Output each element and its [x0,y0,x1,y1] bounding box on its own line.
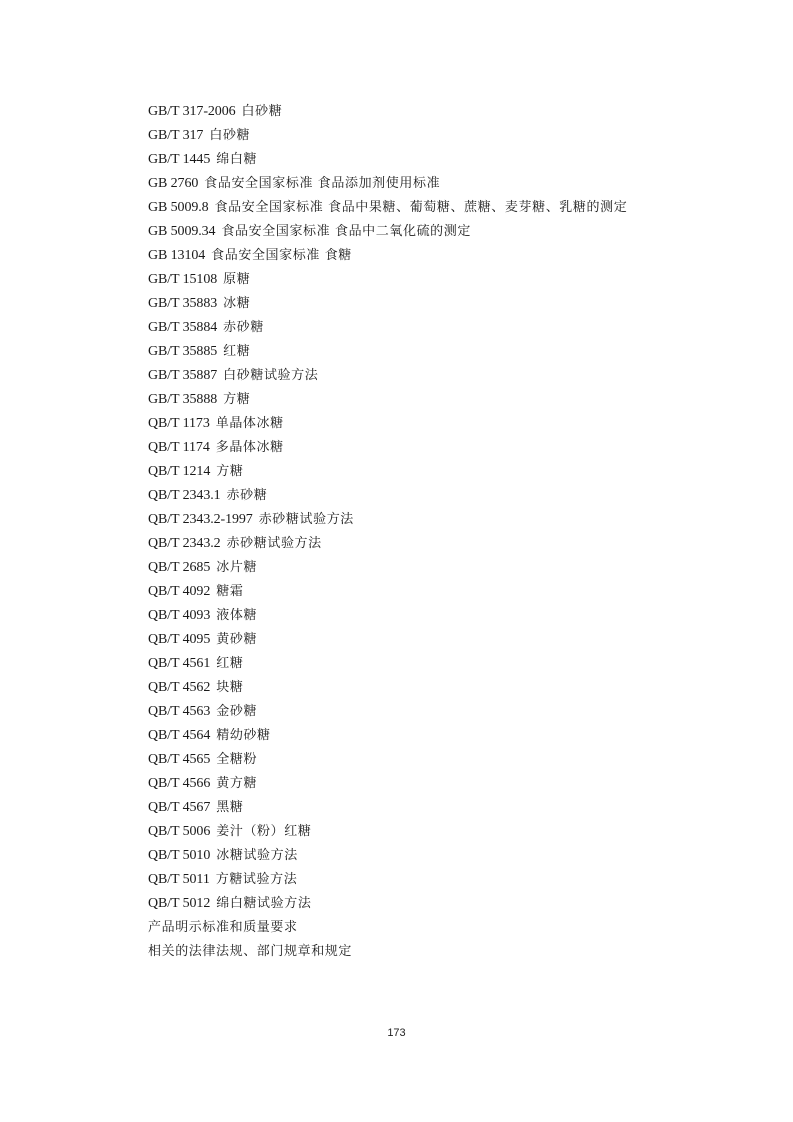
reference-item [148,795,627,819]
reference-item [148,891,627,915]
standard-title: 产品明示标准和质量要求 [148,920,298,935]
standard-title: 赤砂糖试验方法 [226,536,322,551]
reference-item [148,411,627,435]
standard-code: QB/T 2685 [148,560,211,575]
standard-title: 黄砂糖 [216,632,258,647]
standard-code: QB/T 4561 [148,656,211,671]
standard-code: QB/T 2343.2 [148,536,221,551]
standard-title: 黑糖 [216,800,244,815]
standard-title: 红糖 [216,656,244,671]
reference-item [148,171,627,195]
standard-code: GB 5009.8 [148,200,209,215]
standard-title: 冰糖 [223,296,251,311]
standard-title: 原糖 [223,272,251,287]
standard-code: QB/T 5006 [148,824,211,839]
standard-title: 白砂糖试验方法 [223,368,319,383]
standard-code: QB/T 4563 [148,704,211,719]
reference-item [148,195,627,219]
standard-title: 块糖 [216,680,244,695]
standard-code: QB/T 2343.1 [148,488,221,503]
reference-item [148,459,627,483]
standard-code: QB/T 4564 [148,728,211,743]
reference-item [148,291,627,315]
standard-code: GB/T 317 [148,128,204,143]
standard-code: QB/T 5012 [148,896,211,911]
standard-code: GB/T 1445 [148,152,211,167]
standard-code: GB/T 35883 [148,296,218,311]
reference-item [148,603,627,627]
standard-code: GB/T 35885 [148,344,218,359]
standard-title: 食品安全国家标准 食品添加剂使用标准 [204,176,441,191]
standard-code: QB/T 5011 [148,872,210,887]
reference-item [148,939,627,963]
standard-code: GB/T 35888 [148,392,218,407]
standard-code: GB 5009.34 [148,224,216,239]
page-number: 173 [387,1027,406,1039]
reference-item [148,363,627,387]
standard-title: 赤砂糖 [223,320,264,335]
standard-code: QB/T 1214 [148,464,211,479]
standard-title: 冰片糖 [216,560,258,575]
standard-title: 赤砂糖试验方法 [258,512,354,527]
standard-title: 绵白糖试验方法 [216,896,312,911]
reference-item [148,699,627,723]
reference-item [148,147,627,171]
reference-item [148,915,627,939]
standard-title: 方糖 [216,464,244,479]
standard-title: 冰糖试验方法 [216,848,298,863]
reference-item [148,555,627,579]
reference-item [148,867,627,891]
standard-code: GB/T 35887 [148,368,218,383]
standard-title: 金砂糖 [216,704,258,719]
reference-item [148,315,627,339]
reference-item [148,507,627,531]
standard-title: 多晶体冰糖 [215,440,284,455]
reference-item [148,267,627,291]
standard-code: QB/T 1174 [148,440,210,455]
standard-title: 红糖 [223,344,251,359]
reference-standards-list [148,99,627,963]
reference-item [148,747,627,771]
reference-item [148,483,627,507]
reference-item [148,123,627,147]
standard-title: 黄方糖 [216,776,258,791]
standard-title: 食品安全国家标准 食品中果糖、葡萄糖、蔗糖、麦芽糖、乳糖的测定 [214,200,628,215]
standard-title: 方糖试验方法 [215,872,298,887]
standard-title: 食品安全国家标准 食品中二氧化硫的测定 [221,224,471,239]
reference-item [148,843,627,867]
standard-code: QB/T 1173 [148,416,210,431]
standard-code: QB/T 2343.2-1997 [148,512,253,527]
standard-code: QB/T 4093 [148,608,211,623]
standard-title: 精幼砂糖 [216,728,271,743]
standard-code: GB/T 317-2006 [148,104,236,119]
standard-code: GB 2760 [148,176,199,191]
reference-item [148,243,627,267]
standard-code: QB/T 4095 [148,632,211,647]
reference-item [148,579,627,603]
reference-item [148,531,627,555]
standard-code: QB/T 5010 [148,848,211,863]
standard-title: 糖霜 [216,584,244,599]
standard-title: 赤砂糖 [226,488,268,503]
standard-title: 全糖粉 [216,752,258,767]
standard-title: 绵白糖 [216,152,258,167]
reference-item [148,387,627,411]
reference-item [148,771,627,795]
reference-item [148,219,627,243]
reference-item [148,723,627,747]
standard-code: GB/T 15108 [148,272,218,287]
standard-title: 方糖 [223,392,251,407]
reference-item [148,99,627,123]
standard-title: 液体糖 [216,608,258,623]
reference-item [148,435,627,459]
reference-item [148,339,627,363]
standard-code: QB/T 4567 [148,800,211,815]
standard-code: QB/T 4566 [148,776,211,791]
reference-item [148,627,627,651]
reference-item [148,675,627,699]
standard-title: 姜汁（粉）红糖 [216,824,312,839]
standard-title: 白砂糖 [209,128,251,143]
standard-code: GB 13104 [148,248,206,263]
standard-title: 相关的法律法规、部门规章和规定 [148,944,353,959]
standard-code: QB/T 4092 [148,584,211,599]
reference-item [148,651,627,675]
standard-title: 白砂糖 [241,104,283,119]
standard-title: 食品安全国家标准 食糖 [211,248,352,263]
standard-code: QB/T 4565 [148,752,211,767]
standard-title: 单晶体冰糖 [215,416,284,431]
standard-code: GB/T 35884 [148,320,218,335]
reference-item [148,819,627,843]
standard-code: QB/T 4562 [148,680,211,695]
